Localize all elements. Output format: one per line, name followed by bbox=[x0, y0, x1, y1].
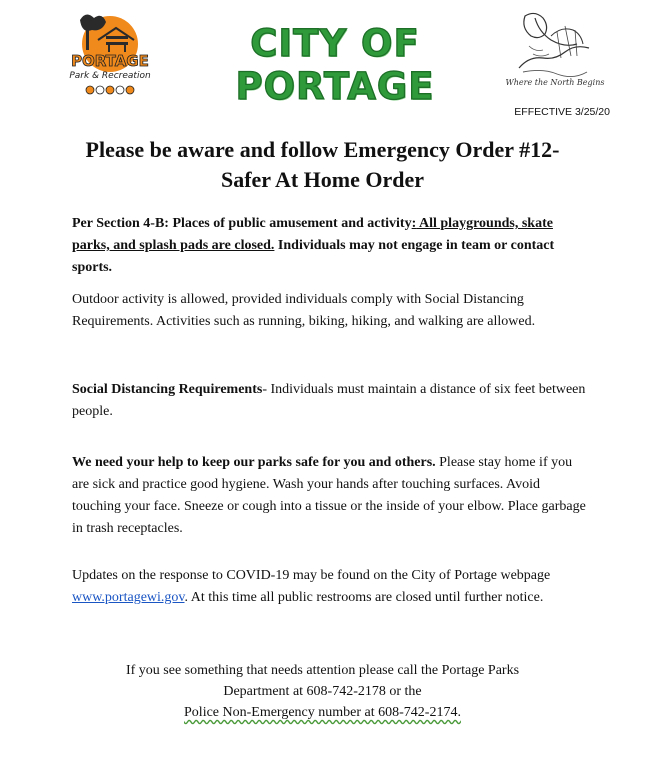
section-4b-lead: Per Section 4-B: Places of public amusement and activity bbox=[72, 216, 412, 231]
footer-line-2: Department at 608-742-2178 or the bbox=[223, 684, 422, 699]
title-line-1: Please be aware and follow Emergency Order #12- bbox=[85, 137, 560, 162]
tagline: Where the North Begins bbox=[505, 78, 605, 87]
contact-footer bbox=[40, 660, 605, 723]
updates-text: Updates on the response to COVID-19 may be found on the City of Portage webpage bbox=[72, 568, 551, 583]
hygiene-text: Please stay home if you are sick and practice good hygiene. Wash your hands after touching surfaces. Avoid touching your face. Sneeze or cough into a tissue or the inside of your elbow. Place garbage in trash receptacles. bbox=[72, 455, 586, 536]
notice-title bbox=[40, 135, 605, 195]
section-4b-paragraph bbox=[72, 213, 590, 279]
parks-safe-paragraph bbox=[72, 452, 590, 540]
effective-date: EFFECTIVE 3/25/20 bbox=[514, 106, 610, 118]
footer-line-1: If you see something that needs attention please call the Portage Parks bbox=[125, 663, 520, 678]
outdoor-activity-paragraph: Outdoor activity is allowed, provided individuals comply with Social Distancing Requirements. Activities such as running, biking, hiking, and walking are allowed. bbox=[72, 292, 536, 329]
social-distancing-heading: Social Distancing Requirements bbox=[72, 382, 263, 397]
letterhead bbox=[0, 0, 645, 110]
section-4b-colon: : bbox=[411, 216, 417, 231]
social-distancing-text: - Individuals must maintain a distance of six feet between people. bbox=[72, 382, 586, 419]
city-of-portage-title: CITY OF PORTAGE bbox=[235, 22, 435, 108]
parks-safe-heading: We need your help to keep our parks safe for you and others. bbox=[72, 455, 436, 470]
logo-park-recreation-text: Park & Recreation bbox=[69, 71, 151, 81]
portage-park-recreation-logo bbox=[58, 6, 162, 104]
title-line-2: Safer At Home Order bbox=[220, 167, 425, 192]
footer-line-3: Police Non-Emergency number at 608-742-2174. bbox=[184, 705, 461, 720]
closed-facilities-text: All playgrounds, skate parks, and splash pads are closed. bbox=[72, 216, 553, 253]
restrooms-text: . At this time all public restrooms are closed until further notice. bbox=[184, 590, 544, 605]
covid-updates-paragraph bbox=[72, 565, 590, 609]
team-sports-text: Individuals may not engage in team or contact sports. bbox=[72, 238, 555, 275]
logo-portage-text: PORTAGE bbox=[71, 52, 149, 70]
portage-website-link[interactable]: www.portagewi.gov bbox=[72, 590, 185, 605]
social-distancing-paragraph bbox=[72, 379, 590, 423]
